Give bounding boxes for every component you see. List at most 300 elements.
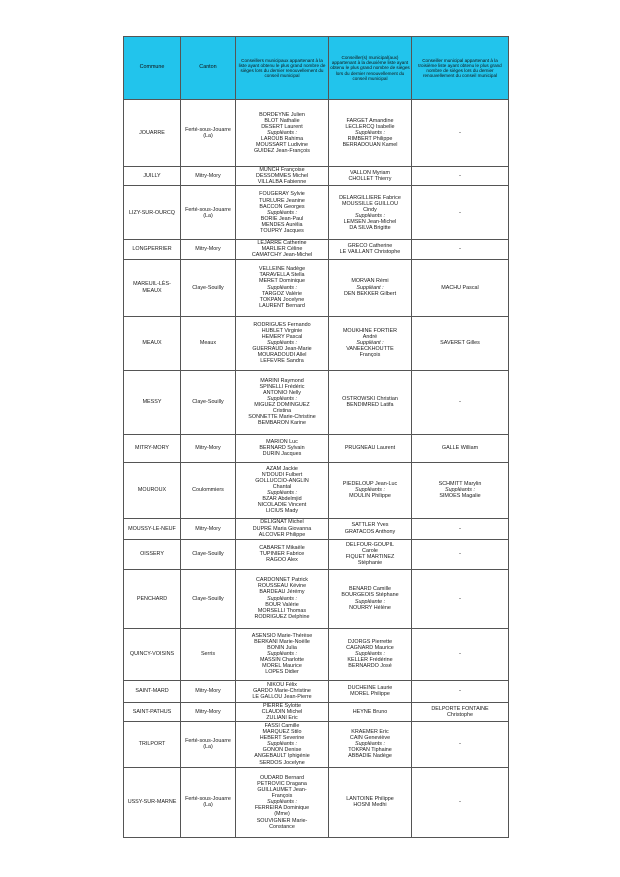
cell-line: Suppléants : bbox=[267, 490, 297, 497]
cell-line: Mitry-Mory bbox=[195, 688, 221, 695]
cell-line: LANTOINE Philippe bbox=[346, 796, 394, 803]
canton-cell bbox=[181, 167, 236, 186]
canton-cell bbox=[181, 100, 236, 167]
second-list-cell bbox=[329, 569, 412, 628]
cell-line: DESSOMMES Michel bbox=[255, 173, 309, 180]
canton-cell bbox=[181, 628, 236, 680]
cell-line: Suppléants : bbox=[355, 212, 385, 219]
cell-line: VANEECKHOUTTE bbox=[346, 346, 394, 353]
cell-line: ABBADIE Nadège bbox=[348, 753, 392, 760]
cell-line: TURLURE Jeanine bbox=[259, 197, 305, 204]
third-list-cell bbox=[412, 100, 509, 167]
canton-cell bbox=[181, 186, 236, 240]
cell-line: GRATACOS Anthony bbox=[344, 528, 396, 535]
cell-line: DELPORTE FONTAINE bbox=[431, 705, 489, 712]
cell-line: Suppléants : bbox=[267, 799, 297, 806]
cell-line: AZAM Jackie bbox=[266, 465, 298, 472]
cell-line: Suppléants : bbox=[445, 487, 475, 494]
cell-line: ROUSSEAU Kévine bbox=[257, 583, 307, 590]
cell-line: (La) bbox=[203, 802, 213, 809]
cell-line: CABARET Mikaële bbox=[259, 544, 305, 551]
cell-line: (La) bbox=[203, 744, 213, 751]
cell-line: GUIDEZ Jean-François bbox=[253, 148, 311, 155]
cell-line: LICIUS Mady bbox=[265, 508, 299, 515]
cell-line: CHOLLET Thierry bbox=[348, 176, 392, 183]
cell-line: MORVAN Rémi bbox=[351, 278, 389, 285]
cell-line: Mitry-Mory bbox=[195, 708, 221, 715]
first-list-cell bbox=[236, 539, 329, 569]
cell-line: FERREIRA Dominique bbox=[254, 805, 310, 812]
cell-line: Christophe bbox=[446, 711, 474, 718]
cell-line: SPINELLI Frédéric bbox=[259, 383, 305, 390]
commune-cell: TRILPORT bbox=[124, 721, 181, 767]
commune-cell: MOUSSY-LE-NEUF bbox=[124, 518, 181, 539]
commune-cell: SAINT-PATHUS bbox=[124, 702, 181, 721]
cell-line: CARDONNET Patrick bbox=[255, 577, 309, 584]
first-list-cell bbox=[236, 628, 329, 680]
cell-line: CAMATCHY Jean-Michel bbox=[251, 252, 313, 259]
cell-line: BZAR Abdelmjid bbox=[262, 496, 302, 503]
second-list-cell bbox=[329, 370, 412, 434]
cell-line: PETROVIC Dragana bbox=[257, 781, 307, 788]
cell-line: Suppléants : bbox=[267, 129, 297, 136]
cell-line: FASSI Camille bbox=[264, 723, 300, 730]
cell-line: Ferté-sous-Jouarre bbox=[185, 796, 231, 803]
cell-line: Suppléant : bbox=[356, 284, 384, 291]
cell-line: MOREL Maurice bbox=[262, 663, 302, 670]
cell-line: DEN BEKKER Gilbert bbox=[343, 290, 397, 297]
table-row bbox=[124, 680, 509, 702]
cell-line: HEBERT Severine bbox=[259, 735, 305, 742]
third-list-cell bbox=[412, 186, 509, 240]
table-row bbox=[124, 100, 509, 167]
cell-line: OUDARD Bernard bbox=[259, 774, 305, 781]
table-row bbox=[124, 370, 509, 434]
cell-line: Claye-Souilly bbox=[192, 284, 224, 291]
cell-line: BARDEAU Jérémy bbox=[259, 589, 305, 596]
third-list-cell bbox=[412, 167, 509, 186]
third-list-cell bbox=[412, 680, 509, 702]
cell-line: TOUPRY Jacques bbox=[260, 228, 304, 235]
cell-line: HOSNI Medhi bbox=[353, 802, 387, 809]
header-commune: Commune bbox=[124, 37, 181, 100]
commune-cell: MEAUX bbox=[124, 316, 181, 370]
cell-line: Mitry-Mory bbox=[195, 445, 221, 452]
cell-line: TUPINIER Fabrice bbox=[259, 551, 305, 558]
cell-line: GOLLUCCIO-ANGLIN bbox=[255, 477, 309, 484]
cell-line: NOURRY Hélène bbox=[349, 604, 391, 611]
cell-line: - bbox=[459, 129, 461, 136]
first-list-cell bbox=[236, 680, 329, 702]
cell-line: CAIN Geneviève bbox=[349, 735, 391, 742]
cell-line: MUNCH Françoise bbox=[259, 167, 305, 173]
canton-cell bbox=[181, 702, 236, 721]
third-list-cell bbox=[412, 518, 509, 539]
third-list-cell bbox=[412, 539, 509, 569]
third-list-cell bbox=[412, 462, 509, 518]
canton-cell bbox=[181, 240, 236, 259]
cell-line: - bbox=[459, 209, 461, 216]
cell-line: GONON Denise bbox=[262, 747, 302, 754]
second-list-cell bbox=[329, 186, 412, 240]
cell-line: NIKOU Félix bbox=[267, 681, 297, 688]
canton-cell bbox=[181, 316, 236, 370]
cell-line: ALCOVER Philippe bbox=[258, 531, 306, 538]
cell-line: Suppléants : bbox=[267, 395, 297, 402]
cell-line: LAURENT Bernard bbox=[259, 302, 305, 309]
third-list-cell bbox=[412, 767, 509, 837]
cell-line: HEYNE Bruno bbox=[352, 708, 388, 715]
cell-line: GUERRAUD Jean-Marie bbox=[252, 346, 312, 353]
commune-cell: SAINT-MARD bbox=[124, 680, 181, 702]
cell-line: OSTROWSKI Christian bbox=[342, 395, 398, 402]
cell-line: Serris bbox=[200, 651, 216, 658]
second-list-cell bbox=[329, 518, 412, 539]
cell-line: SIMOES Magalie bbox=[439, 493, 481, 500]
commune-cell: OISSERY bbox=[124, 539, 181, 569]
table-row bbox=[124, 767, 509, 837]
cell-line: BERKANI Marie-Noëlle bbox=[254, 638, 310, 645]
cell-line: TOKPAN Jocelyne bbox=[259, 296, 305, 303]
cell-line: TOKPAN Tiphaine bbox=[348, 747, 392, 754]
cell-line: CAGNARD Maurice bbox=[346, 644, 394, 651]
commune-cell: MOUROUX bbox=[124, 462, 181, 518]
second-list-cell bbox=[329, 628, 412, 680]
cell-line: MOUSSILLE GUILLOU bbox=[341, 200, 399, 207]
cell-line: BORDEYNE Julien bbox=[259, 111, 305, 118]
cell-line: MOUKHINE FORTIER bbox=[342, 327, 398, 334]
cell-line: Suppléant : bbox=[356, 340, 384, 347]
cell-line: BENARD Camille bbox=[349, 586, 391, 593]
cell-line: MARINI Raymond bbox=[260, 377, 304, 384]
first-list-cell bbox=[236, 569, 329, 628]
cell-line: Suppléants : bbox=[355, 741, 385, 748]
cell-line: SONNETTE Marie-Christine bbox=[248, 414, 316, 421]
commune-cell: JUILLY bbox=[124, 167, 181, 186]
cell-line: BONIN Julia bbox=[267, 644, 297, 651]
cell-line: - bbox=[459, 651, 461, 658]
cell-line: Ferté-sous-Jouarre bbox=[185, 206, 231, 213]
second-list-cell bbox=[329, 721, 412, 767]
cell-line: RODRIGUES Fernando bbox=[253, 321, 311, 328]
cell-line: Claye-Souilly bbox=[192, 399, 224, 406]
table-row bbox=[124, 316, 509, 370]
cell-line: GUILLAUMET Jean- bbox=[257, 787, 307, 794]
cell-line: Suppléante : bbox=[354, 598, 386, 605]
cell-line: DELFOUR-GOUPIL bbox=[346, 541, 394, 548]
cell-line: BENDIMRED Latifa bbox=[346, 402, 394, 409]
cell-line: MOULIN Philippe bbox=[349, 493, 391, 500]
table-row bbox=[124, 628, 509, 680]
canton-cell bbox=[181, 569, 236, 628]
cell-line: François bbox=[359, 352, 381, 359]
table-row bbox=[124, 434, 509, 462]
cell-line: KRAEMER Eric bbox=[351, 729, 389, 736]
cell-line: PIEDELOUP Jean-Luc bbox=[342, 480, 398, 487]
second-list-cell bbox=[329, 680, 412, 702]
table-row bbox=[124, 259, 509, 316]
cell-line: MOURADOUDI Allel bbox=[257, 352, 307, 359]
first-list-cell bbox=[236, 767, 329, 837]
cell-line: MERET Dominique bbox=[258, 278, 306, 285]
cell-line: Mitry-Mory bbox=[195, 173, 221, 180]
cell-line: BERNARD Sylvain bbox=[259, 445, 305, 452]
table-row bbox=[124, 186, 509, 240]
third-list-cell bbox=[412, 259, 509, 316]
cell-line: HEMERY Pascal bbox=[261, 333, 303, 340]
second-list-cell bbox=[329, 259, 412, 316]
cell-line: MENDES Aurélia bbox=[261, 221, 303, 228]
cell-line: Cindy bbox=[363, 206, 377, 213]
cell-line: GRECO Catherine bbox=[347, 243, 393, 250]
cell-line: (La) bbox=[203, 212, 213, 219]
cell-line: - bbox=[459, 741, 461, 748]
first-list-cell bbox=[236, 316, 329, 370]
cell-line: - bbox=[459, 688, 461, 695]
cell-line: Suppléants : bbox=[267, 209, 297, 216]
cell-line: BERRADOUAN Kamel bbox=[342, 142, 398, 149]
second-list-cell bbox=[329, 240, 412, 259]
first-list-cell bbox=[236, 167, 329, 186]
cell-line: HUBLET Virginie bbox=[261, 327, 303, 334]
cell-line: GALLE William bbox=[441, 445, 479, 452]
third-list-cell bbox=[412, 370, 509, 434]
cell-line: SOUVIGNIER Marie- bbox=[256, 817, 308, 824]
cell-line: Constance bbox=[269, 823, 295, 830]
cell-line: Stéphanie bbox=[357, 560, 383, 567]
cell-line: MOUSSART Ludivine bbox=[256, 142, 308, 149]
cell-line: Coulommiers bbox=[192, 487, 224, 494]
second-list-cell bbox=[329, 767, 412, 837]
table-row bbox=[124, 167, 509, 186]
cell-line: RODRIGUEZ Delphine bbox=[254, 613, 310, 620]
canton-cell bbox=[181, 462, 236, 518]
cell-line: Ferté-sous-Jouarre bbox=[185, 738, 231, 745]
cell-line: TARAVELLA Stella bbox=[259, 272, 305, 279]
canton-cell bbox=[181, 518, 236, 539]
cell-line: MACHU Pascal bbox=[441, 284, 479, 291]
cell-line: - bbox=[459, 595, 461, 602]
table-row bbox=[124, 462, 509, 518]
cell-line: FIQUET MARTINEZ bbox=[345, 554, 395, 561]
cell-line: Suppléants : bbox=[267, 284, 297, 291]
cell-line: DURIN Jacques bbox=[262, 451, 302, 458]
cell-line: MARQUEZ Stilo bbox=[262, 729, 302, 736]
table-row bbox=[124, 539, 509, 569]
cell-line: LEMSEN Jean-Michel bbox=[343, 218, 397, 225]
cell-line: - bbox=[459, 399, 461, 406]
first-list-cell bbox=[236, 721, 329, 767]
third-list-cell bbox=[412, 434, 509, 462]
table-row bbox=[124, 702, 509, 721]
first-list-cell bbox=[236, 702, 329, 721]
third-list-cell bbox=[412, 702, 509, 721]
cell-line: LE GALLOU Jean-Pierre bbox=[252, 694, 312, 701]
cell-line: Suppléants : bbox=[355, 651, 385, 658]
cell-line: Suppléants : bbox=[267, 340, 297, 347]
cell-line: BLOT Nathalie bbox=[264, 117, 300, 124]
table-row bbox=[124, 518, 509, 539]
cell-line: LEFEVRE Sandra bbox=[260, 358, 304, 365]
cell-line: François bbox=[271, 793, 293, 800]
cell-line: Suppléants : bbox=[355, 487, 385, 494]
cell-line: André bbox=[362, 333, 378, 340]
cell-line: NICOLADIE Vincent bbox=[257, 502, 307, 509]
table-body bbox=[124, 100, 509, 838]
cell-line: KELLER Frédérine bbox=[347, 657, 393, 664]
cell-line: VALLON Myriam bbox=[349, 170, 391, 177]
cell-line: Mitry-Mory bbox=[195, 246, 221, 253]
second-list-cell bbox=[329, 316, 412, 370]
cell-line: Mitry-Mory bbox=[195, 525, 221, 532]
cell-line: N'DOUDI Fulbert bbox=[261, 471, 303, 478]
cell-line: Carole bbox=[362, 547, 378, 554]
cell-line: DELIGNAT Michel bbox=[260, 519, 304, 526]
first-list-cell bbox=[236, 186, 329, 240]
header-first-list: Conseillers municipaux appartenant à la liste ayant obtenu le plus grand nombre de sièges lors du dernier renouvellement du conseil municipal bbox=[236, 37, 329, 100]
third-list-cell bbox=[412, 569, 509, 628]
first-list-cell bbox=[236, 240, 329, 259]
cell-line: SERDOS Jocelyne bbox=[259, 759, 305, 766]
canton-cell bbox=[181, 539, 236, 569]
cell-line: DA SILVA Brigitte bbox=[349, 224, 391, 231]
cell-line: (Mme) bbox=[274, 811, 290, 818]
commune-cell: QUINCY-VOISINS bbox=[124, 628, 181, 680]
cell-line: - bbox=[459, 525, 461, 532]
second-list-cell bbox=[329, 702, 412, 721]
cell-line: SAVERET Gilles bbox=[440, 340, 480, 347]
cell-line: (La) bbox=[203, 133, 213, 139]
header-canton: Canton bbox=[181, 37, 236, 100]
canton-cell bbox=[181, 680, 236, 702]
cell-line: BORIE Jean-Paul bbox=[260, 215, 304, 222]
cell-line: PRUGNEAU Laurent bbox=[344, 445, 396, 452]
canton-cell bbox=[181, 370, 236, 434]
cell-line: BEMBARON Karine bbox=[258, 420, 306, 427]
cell-line: MOREL Philippe bbox=[350, 691, 390, 698]
canton-cell bbox=[181, 721, 236, 767]
cell-line: DJORGS Pierrette bbox=[347, 638, 393, 645]
third-list-cell bbox=[412, 240, 509, 259]
cell-line: ASENSIO Marie-Thérèse bbox=[251, 632, 313, 639]
cell-line: Claye-Souilly bbox=[192, 551, 224, 558]
cell-line: ANGEBAULT Iphigénie bbox=[254, 753, 310, 760]
header-third-list: Conseiller municipal appartenant à la troisième liste ayant obtenu le plus grand nombre de sièges lors du dernier renouvellement du conseil municipal bbox=[412, 37, 509, 100]
cell-line: CLAUDIN Michel bbox=[261, 708, 303, 715]
cell-line: SATTLER Yves bbox=[351, 522, 389, 529]
cell-line: DUPRÉ Maria Giovanna bbox=[252, 525, 312, 532]
canton-cell bbox=[181, 259, 236, 316]
cell-line: PIERRE Sylotte bbox=[262, 702, 302, 709]
commune-cell: USSY-SUR-MARNE bbox=[124, 767, 181, 837]
cell-line: MIGUEZ DOMINGUEZ bbox=[254, 402, 310, 409]
cell-line: LECLERCQ Isabelle bbox=[345, 123, 395, 130]
first-list-cell bbox=[236, 259, 329, 316]
commune-cell: MESSY bbox=[124, 370, 181, 434]
cell-line: - bbox=[459, 173, 461, 180]
first-list-cell bbox=[236, 462, 329, 518]
second-list-cell bbox=[329, 167, 412, 186]
commune-cell: JOUARRE bbox=[124, 100, 181, 167]
second-list-cell bbox=[329, 434, 412, 462]
commune-cell: LONGPERRIER bbox=[124, 240, 181, 259]
first-list-cell bbox=[236, 518, 329, 539]
third-list-cell bbox=[412, 316, 509, 370]
canton-cell bbox=[181, 767, 236, 837]
cell-line: Cristina bbox=[272, 408, 292, 415]
cell-line: BOUR Valérie bbox=[265, 601, 299, 608]
cell-line: - bbox=[459, 246, 461, 253]
cell-line: BACCON Georges bbox=[259, 203, 305, 210]
second-list-cell bbox=[329, 462, 412, 518]
cell-line: ZULIANI Eric bbox=[266, 714, 298, 721]
cell-line: ANTONIO Nelly bbox=[263, 389, 301, 396]
first-list-cell bbox=[236, 100, 329, 167]
second-list-cell bbox=[329, 539, 412, 569]
cell-line: TARGOZ Valérie bbox=[262, 290, 302, 297]
cell-line: DESERT Laurent bbox=[261, 123, 303, 130]
cell-line: Suppléants : bbox=[267, 595, 297, 602]
cell-line: LAROUB Rahima bbox=[260, 136, 304, 143]
cell-line: VILLALBA Fabienne bbox=[257, 179, 307, 186]
councillors-table bbox=[123, 36, 509, 838]
commune-cell: LIZY-SUR-OURCQ bbox=[124, 186, 181, 240]
cell-line: DUCHEINE Laurie bbox=[347, 684, 393, 691]
cell-line: - bbox=[459, 799, 461, 806]
header-row bbox=[124, 37, 509, 100]
cell-line: BERNARDO José bbox=[348, 663, 392, 670]
cell-line: Claye-Souilly bbox=[192, 595, 224, 602]
cell-line: LE VAILLANT Christophe bbox=[339, 249, 401, 256]
cell-line: RIMBERT Philippe bbox=[347, 136, 393, 143]
cell-line: FOUGERAY Sylvie bbox=[259, 191, 305, 198]
cell-line: VELLEINE Nadège bbox=[258, 266, 306, 273]
cell-line: FARGET Amandine bbox=[346, 117, 394, 124]
header-second-list: Conseiller(s) municipal(aux) appartenant à la deuxième liste ayant obtenu le plus grand nombre de sièges lors du dernier renouvellement du conseil municipal bbox=[329, 37, 412, 100]
cell-line: MASSIN Charlotte bbox=[259, 657, 305, 664]
cell-line: SCHMITT Marylin bbox=[438, 480, 482, 487]
cell-line: MORSELLI Thomas bbox=[257, 607, 307, 614]
cell-line: DELARGILLIERE Fabrice bbox=[339, 194, 401, 201]
third-list-cell bbox=[412, 628, 509, 680]
cell-line: Ferté-sous-Jouarre bbox=[185, 126, 231, 133]
cell-line: MARLIER Céline bbox=[261, 246, 303, 253]
cell-line: MARION Luc bbox=[266, 438, 298, 445]
first-list-cell bbox=[236, 370, 329, 434]
cell-line: RAGOO Alex bbox=[266, 557, 298, 564]
third-list-cell bbox=[412, 721, 509, 767]
cell-line: GARDO Marie-Christine bbox=[253, 688, 311, 695]
table-row bbox=[124, 721, 509, 767]
second-list-cell bbox=[329, 100, 412, 167]
cell-line: BOURGEOIS Stéphane bbox=[341, 592, 399, 599]
cell-line: Suppléants : bbox=[355, 129, 385, 136]
cell-line: - bbox=[459, 551, 461, 558]
cell-line: Meaux bbox=[199, 340, 217, 347]
cell-line: Suppléants : bbox=[267, 651, 297, 658]
commune-cell: MAREUIL-LÈS-MEAUX bbox=[124, 259, 181, 316]
cell-line: Suppléants : bbox=[267, 741, 297, 748]
table-row bbox=[124, 240, 509, 259]
cell-line: LEJARRE Catherine bbox=[257, 240, 307, 247]
table-row bbox=[124, 569, 509, 628]
canton-cell bbox=[181, 434, 236, 462]
first-list-cell bbox=[236, 434, 329, 462]
commune-cell: MITRY-MORY bbox=[124, 434, 181, 462]
commune-cell: PENCHARD bbox=[124, 569, 181, 628]
cell-line: Chantal bbox=[272, 483, 292, 490]
cell-line: LOPES Didier bbox=[265, 669, 299, 676]
